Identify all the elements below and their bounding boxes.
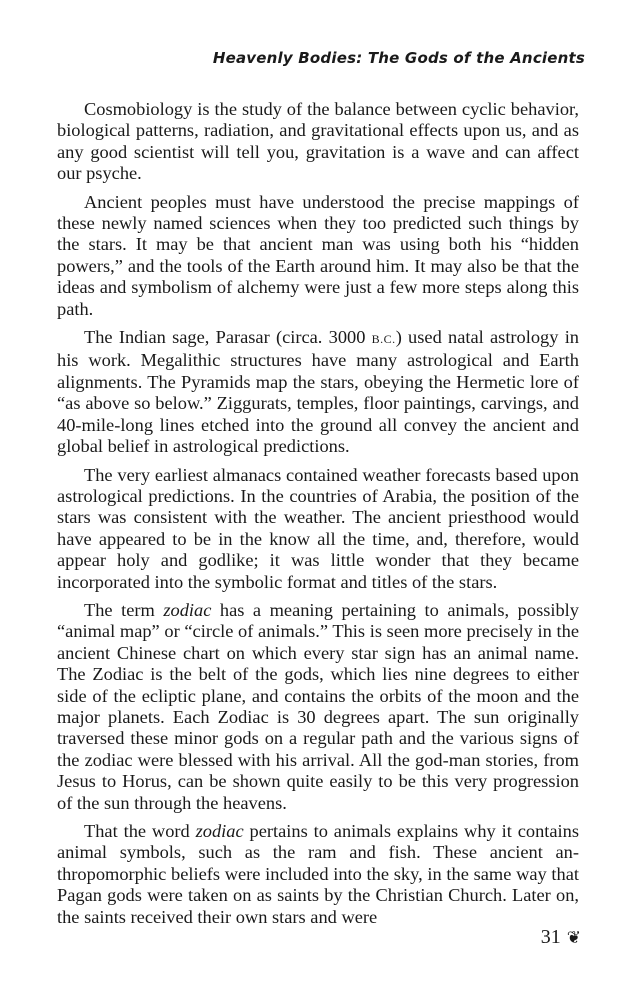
flourish-ornament-icon: ❦ [566, 927, 581, 948]
paragraph-4: The very earliest almanacs contained weather forecasts based upon astrological predictions. In the countries of Arabia, the position of the stars was consistent with the weather. The ancient priesthood would have appeared to be in the know all the time, and, therefore, would appear holy and godlike; it was little wonder that they became incorporated into the symbolic format and titles of the stars. [57, 464, 579, 592]
body-text [57, 99, 579, 935]
paragraph-3-text-a: The Indian sage, Parasar (circa. 3000 [84, 327, 372, 348]
paragraph-5-text-b: has a meaning pertaining to animals, possibly “animal map” or “circle of animals.” This is seen more precisely in the ancient Chinese chart on which every star sign has an animal name. The Zodiac is the belt of the gods, which lies nine degrees to either side of the ecliptic plane, and contains the orbits of the moon and the major planets. Each Zodiac is 30 degrees apart. The sun originally traversed these minor gods on a regular path and the various signs of the zodiac were blessed with his arrival. All the god-man stories, from Jesus to Horus, can be shown quite easily to be this very progression of the sun through the heavens. [57, 599, 579, 813]
paragraph-1: Cosmobiology is the study of the balance between cyclic behavior, biological patterns, radiation, and gravitational effects upon us, and as any good scientist will tell you, gravitation is a wave and can affect our psyche. [57, 99, 579, 184]
paragraph-2: Ancient peoples must have understood the precise mappings of these newly named sciences when they too predicted such things by the stars. It may be that ancient man was using both his “hidden powers,” and the tools of the Earth around him. It may also be that the ideas and symbolism of alchemy were just a few more steps along this path. [57, 191, 579, 319]
paragraph-5-text-a: The term [84, 599, 164, 620]
emphasis-zodiac: zodiac [163, 599, 212, 620]
era-abbreviation: B.C. [371, 332, 396, 347]
paragraph-3-text-b: ) used natal astrology in his work. Megalithic structures have many astrological and Earth alignments. The Pyramids map the stars, obeying the Hermetic lore of “as above so below.” Ziggurats, temples, floor paintings, carvings, and 40-mile-long lines etched into the ground all convey the ancient and global belief in astrological predictions. [57, 327, 579, 457]
paragraph-6-text-a: That the word [84, 821, 196, 841]
paragraph-6 [57, 821, 579, 928]
paragraph-6-text-b: pertains to animals explains why it contains animal symbols, such as the ram and fish. These ancient anthropomorphic beliefs were included into the sky, in the same way that Pagan gods were taken on as saints by the Christian Church. Later on, the saints received their own stars and were [57, 821, 580, 927]
running-head: Heavenly Bodies: The Gods of the Ancients [212, 49, 585, 67]
page-number: 31 [540, 926, 561, 948]
page-footer [541, 926, 581, 949]
emphasis-zodiac: zodiac [195, 821, 244, 841]
paragraph-3 [57, 327, 579, 457]
paragraph-5 [57, 600, 579, 814]
